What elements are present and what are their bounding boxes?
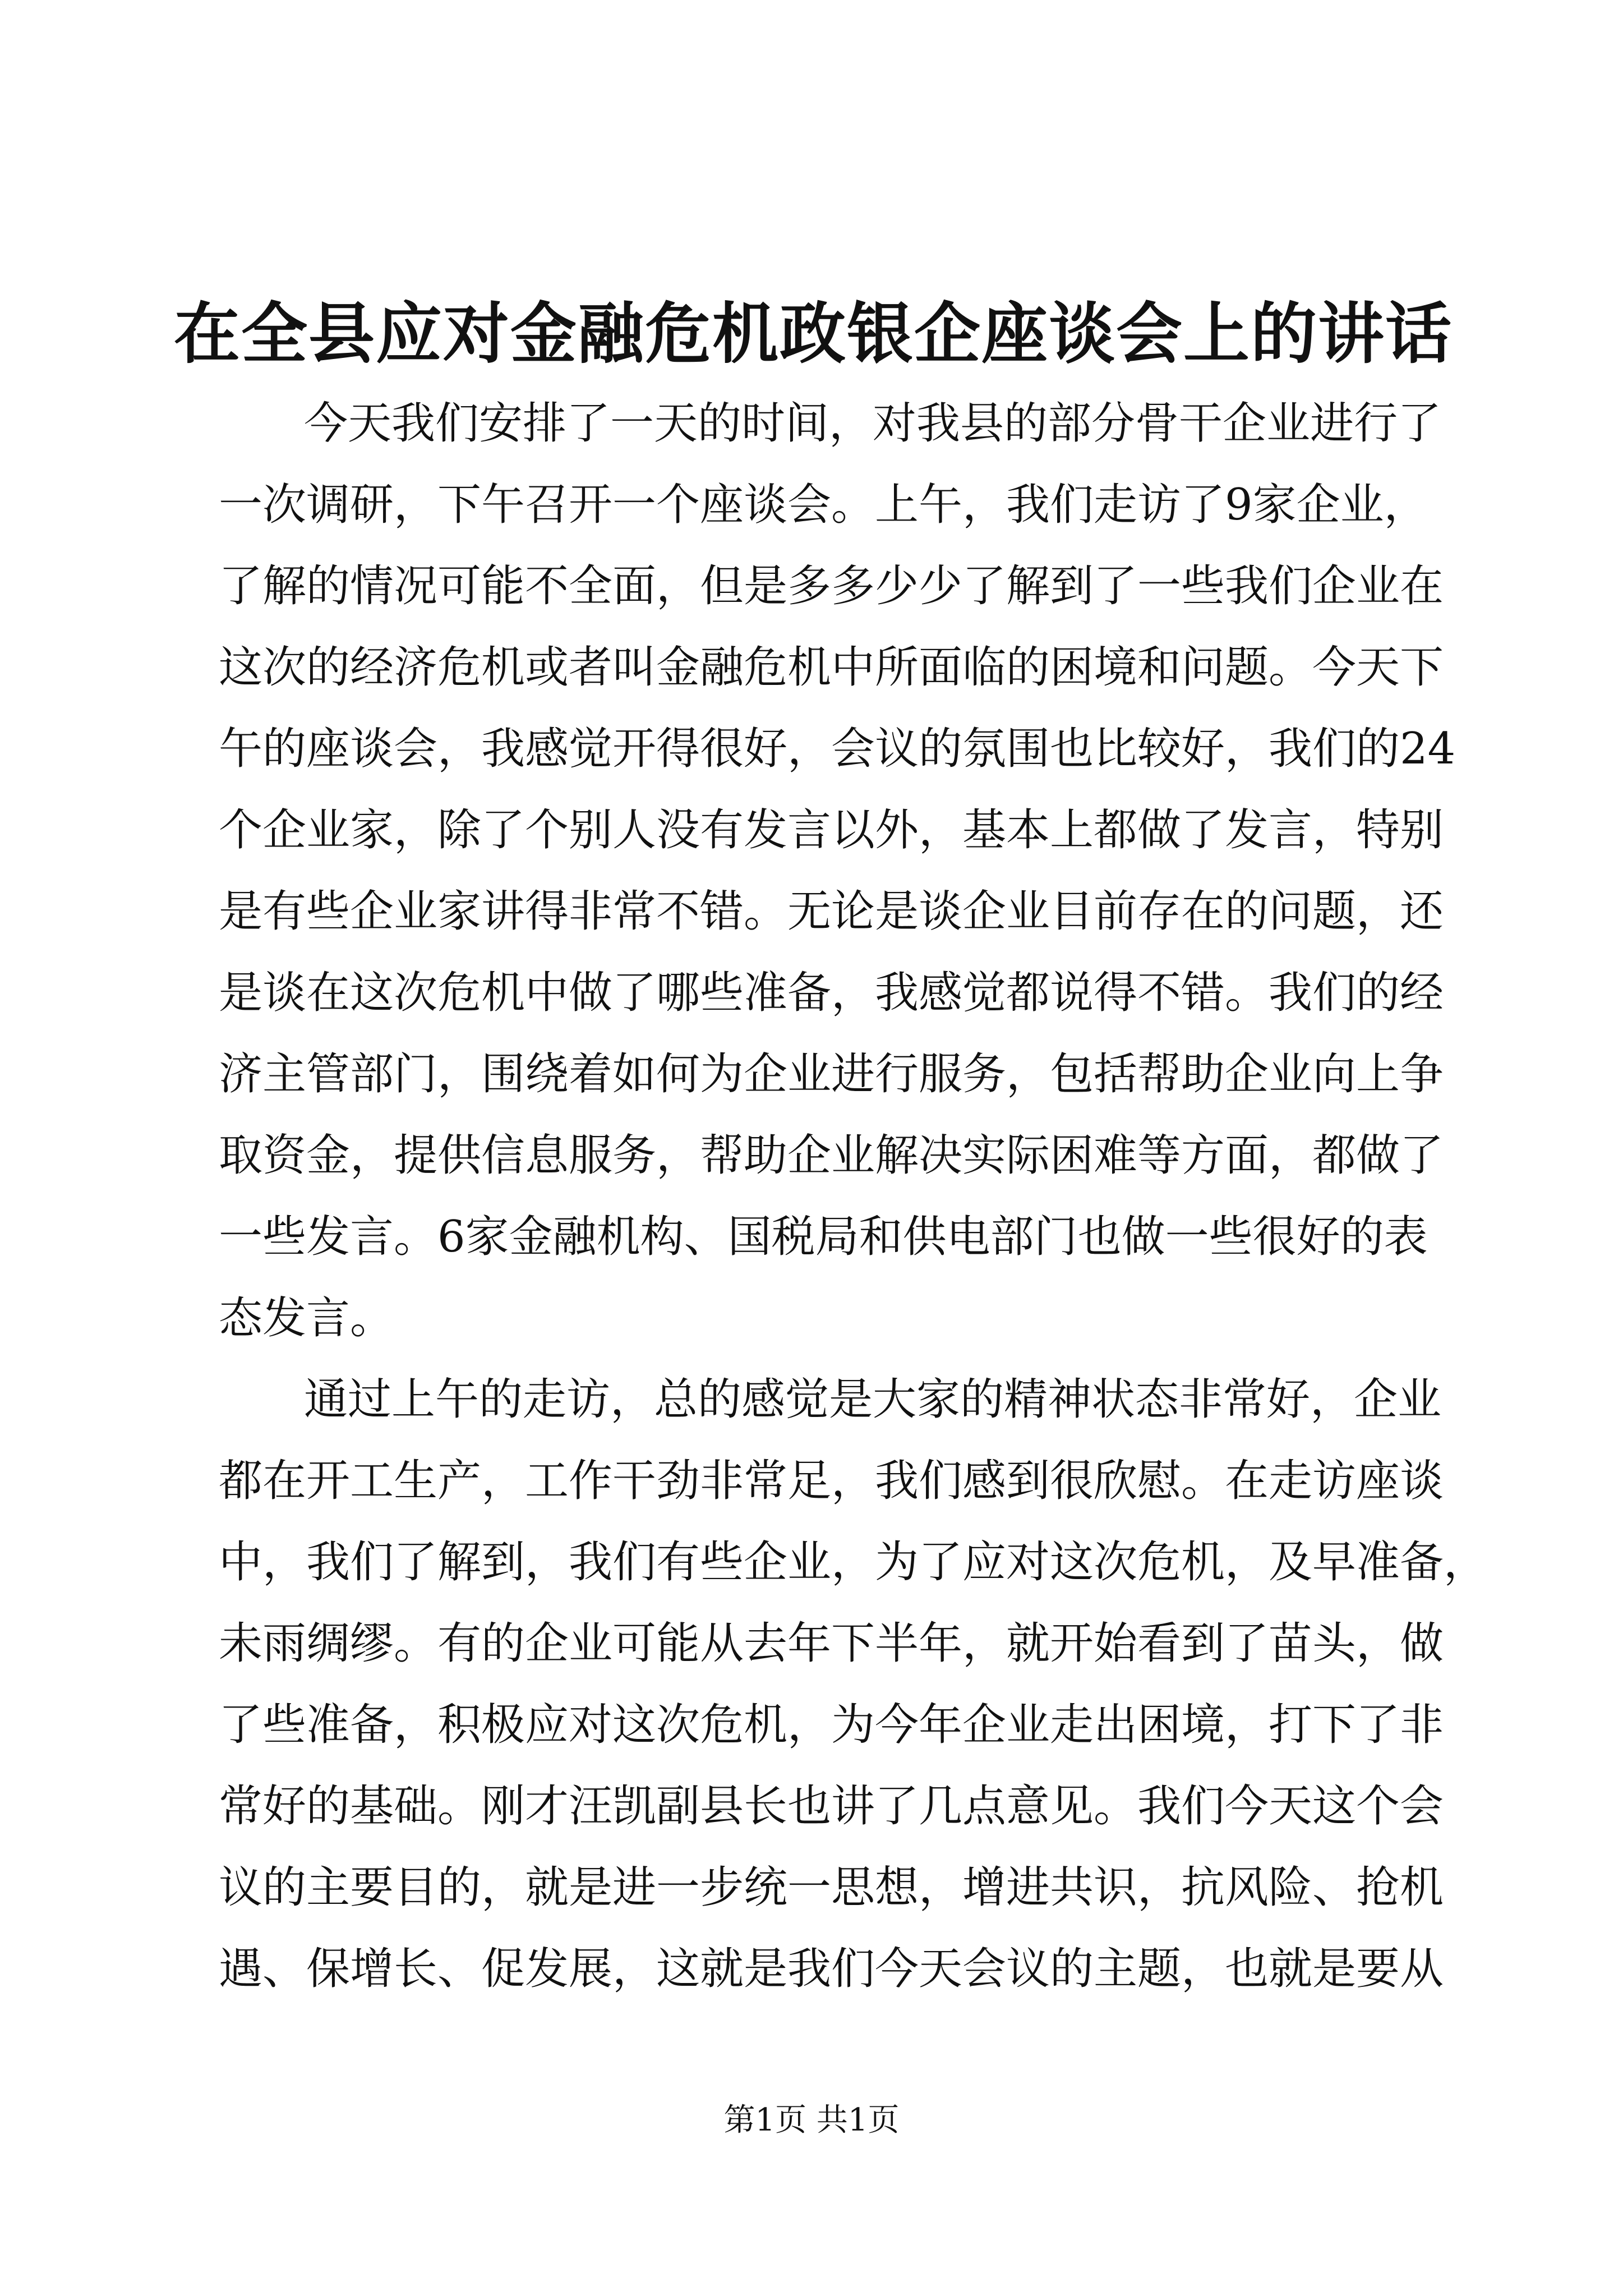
paragraph-line: 都在开工生产，工作干劲非常足，我们感到很欣慰。在走访座谈 [219,1456,1444,1506]
paragraph-line: 中，我们了解到，我们有些企业，为了应对这次危机，及早准备， [219,1537,1488,1588]
paragraph-line: 态发言。 [219,1293,394,1343]
paragraph-line: 这次的经济危机或者叫金融危机中所面临的困境和问题。今天下 [219,642,1444,693]
paragraph-line: 议的主要目的，就是进一步统一思想，增进共识，抗风险、抢机 [219,1862,1444,1913]
document-title: 在全县应对金融危机政银企座谈会上的讲话 [173,295,1453,372]
paragraph-line: 一些发言。6家金融机构、国税局和供电部门也做一些很好的表 [219,1212,1428,1262]
paragraph-line: 今天我们安排了一天的时间，对我县的部分骨干企业进行了 [304,398,1442,449]
paragraph-line: 通过上午的走访，总的感觉是大家的精神状态非常好，企业 [304,1374,1442,1425]
paragraph-line: 了解的情况可能不全面，但是多多少少了解到了一些我们企业在 [219,561,1444,611]
paragraph-line: 是谈在这次危机中做了哪些准备，我感觉都说得不错。我们的经 [219,968,1444,1018]
paragraph-line: 遇、保增长、促发展，这就是我们今天会议的主题，也就是要从 [219,1944,1444,1994]
paragraph-line: 是有些企业家讲得非常不错。无论是谈企业目前存在的问题，还 [219,886,1444,937]
paragraph-line: 取资金，提供信息服务，帮助企业解决实际困难等方面，都做了 [219,1130,1444,1181]
paragraph-line: 未雨绸缪。有的企业可能从去年下半年，就开始看到了苗头，做 [219,1618,1444,1669]
paragraph-line: 了些准备，积极应对这次危机，为今年企业走出困境，打下了非 [219,1700,1444,1750]
paragraph-line: 个企业家，除了个别人没有发言以外，基本上都做了发言，特别 [219,805,1444,855]
paragraph-line: 一次调研，下午召开一个座谈会。上午，我们走访了9家企业， [219,480,1428,530]
paragraph-line: 济主管部门，围绕着如何为企业进行服务，包括帮助企业向上争 [219,1049,1444,1099]
paragraph-line: 午的座谈会，我感觉开得很好，会议的氛围也比较好，我们的24 [219,724,1456,774]
paragraph-line: 常好的基础。刚才汪凯副县长也讲了几点意见。我们今天这个会 [219,1781,1444,1832]
page-footer: 第1页 共1页 [723,2102,900,2138]
